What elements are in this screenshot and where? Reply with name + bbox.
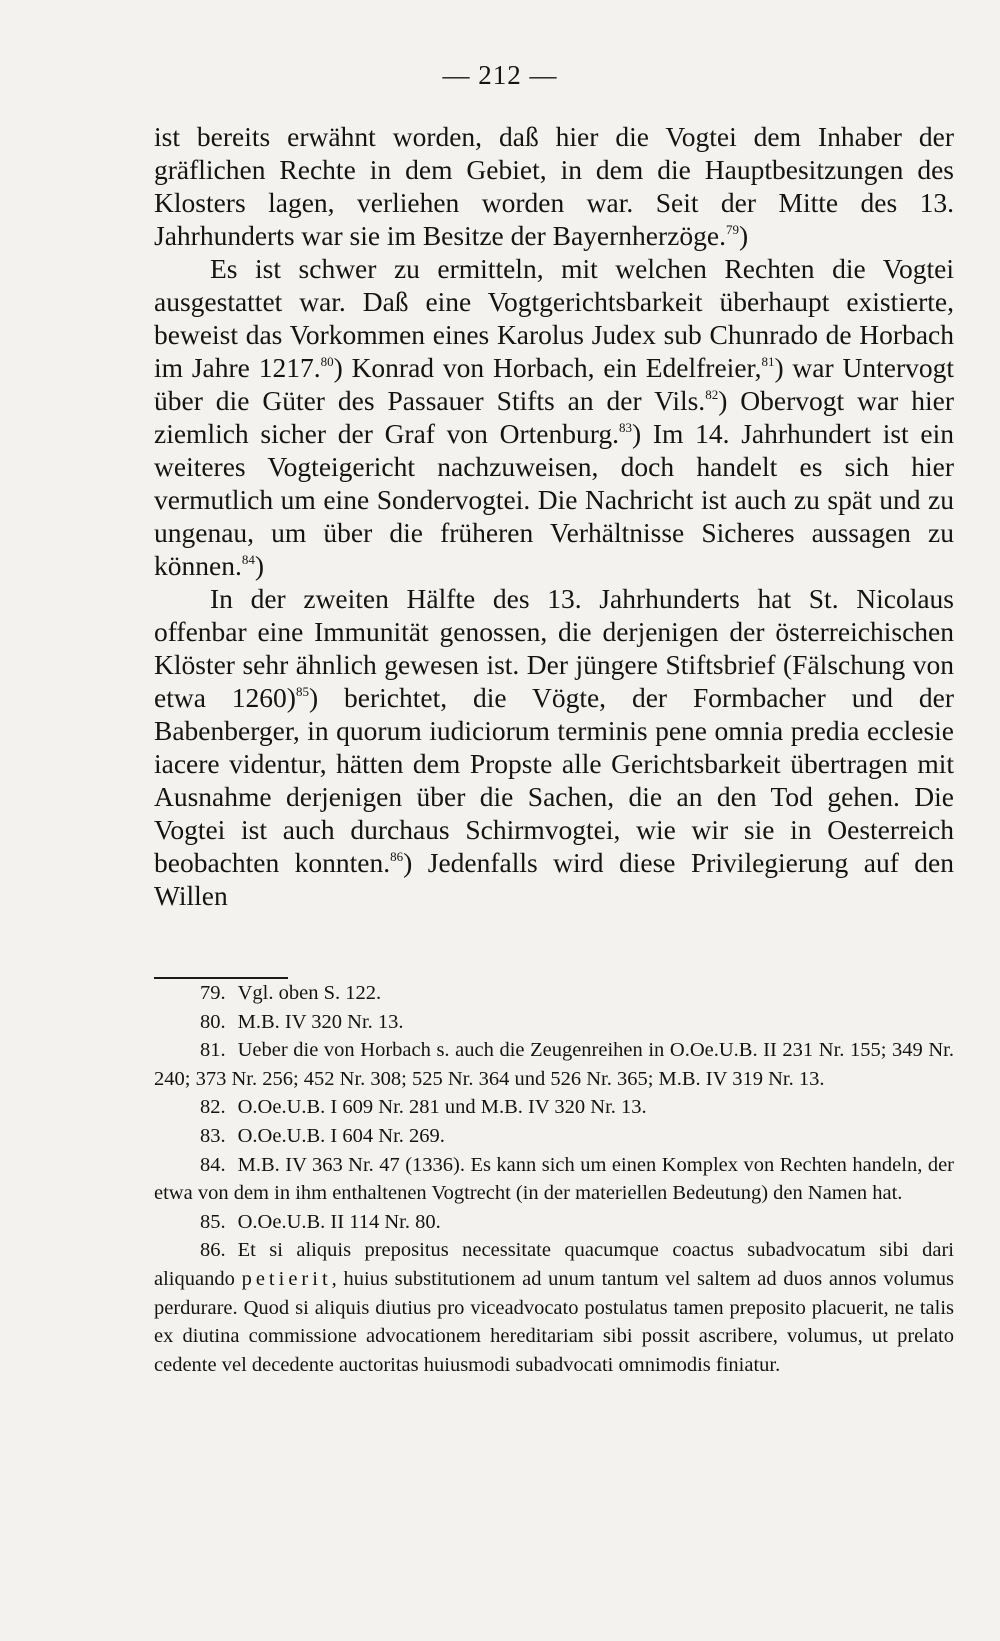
footnote-number: 84. (200, 1153, 226, 1176)
footnote-83 (154, 1122, 954, 1151)
page-number: — 212 — (442, 60, 558, 90)
paragraph-3-text-c: ) Jedenfalls wird diese Privilegierung auf den Willen (154, 847, 955, 911)
footnote-ref-81[interactable]: 81 (761, 354, 775, 369)
footnote-text: O.Oe.U.B. II 114 Nr. 80. (237, 1210, 441, 1233)
paragraph-1-text-a: ist bereits erwähnt worden, daß hier die Vogtei dem Inhaber der gräflichen Rechte in dem Gebiet, in dem die Hauptbesitzungen des Klosters lagen, verliehen worden war. Seit der Mitte des 13. Jahrhunderts war sie im Besitze der Bayernherzöge. (154, 121, 954, 251)
footnote-text: M.B. IV 363 Nr. 47 (1336). Es kann sich um einen Komplex von Rechten handeln, der etwa von dem in ihm enthaltenen Vogtrecht (in der materiellen Bedeutung) den Namen hat. (154, 1153, 954, 1205)
footnote-text: Vgl. oben S. 122. (237, 982, 382, 1004)
paragraph-2-text-c: ) war Untervogt über die Güter des Passauer Stifts an der Vils. (154, 352, 954, 416)
paragraph-2-text-e: ) Im 14. Jahrhundert ist ein weiteres Vogteigericht nachzuweisen, doch handelt es sich hier vermutlich um eine Sondervogtei. Die Nachricht ist auch zu spät und zu ungenau, um über die früheren Verhältnisse Sicheres aussagen zu können. (154, 418, 954, 581)
footnote-text-b: , huius substitutionem ad unum tantum vel saltem ad duos annos volumus perdurare. Quod si aliquis diutius pro viceadvocato postulatus tamen preposito placuerit, ne talis ex diutina commissione advocationem hereditariam sibi possit ascribere, volumus, ut prelato cedente vel decedente auctoritas huiusmodi subadvocati omnimodis finiatur. (154, 1267, 954, 1376)
footnote-number: 81. (200, 1039, 226, 1062)
footnote-number: 86. (200, 1239, 226, 1262)
paragraph-3-text-a: In der zweiten Hälfte des 13. Jahrhunderts hat St. Nicolaus offenbar eine Immunität genossen, die derjenigen der österreichischen Klöster sehr ähnlich gewesen ist. Der jüngere Stiftsbrief (Fälschung von etwa 1260) (154, 583, 954, 713)
footnote-ref-80[interactable]: 80 (320, 354, 334, 369)
footnote-ref-83[interactable]: 83 (619, 420, 632, 435)
footnote-number: 83. (200, 1124, 226, 1147)
paragraph-3-text-b: ) berichtet, die Vögte, der Formbacher und der Babenberger, in quorum iudiciorum terminis pene omnia predia ecclesie iacere videntur, hätten dem Propste alle Gerichtsbarkeit übertragen mit Ausnahme derjenigen über die Sachen, die an den Tod gehen. Die Vogtei ist auch durchaus Schirmvogtei, wie wir sie in Oesterreich beobachten konnten. (154, 682, 954, 878)
paragraph-2 (154, 252, 954, 582)
footnote-81 (154, 1036, 954, 1093)
footnote-number: 85. (200, 1210, 226, 1233)
paragraph-2-text-a: Es ist schwer zu ermitteln, mit welchen Rechten die Vogtei ausgestattet war. Daß eine Vogtgerichtsbarkeit überhaupt existierte, beweist das Vorkommen eines Karolus Judex sub Chunrado de Horbach im Jahre 1217. (154, 253, 954, 383)
footnote-number: 80. (200, 1010, 226, 1033)
footnote-ref-86[interactable]: 86 (390, 849, 404, 864)
paragraph-2-text-b: ) Konrad von Horbach, ein Edelfreier, (333, 352, 762, 383)
paragraph-1 (154, 120, 954, 252)
paragraph-2-text-f: ) (254, 550, 265, 581)
footnote-text-a: Et si aliquis prepositus necessitate quacumque coactus subadvocatum sibi dari aliquando (154, 1239, 954, 1290)
footnote-text: Ueber die von Horbach s. auch die Zeugenreihen in O.Oe.U.B. II 231 Nr. 155; 349 Nr. 240; 373 Nr. 256; 452 Nr. 308; 525 Nr. 364 und 526 Nr. 365; M.B. IV 319 Nr. 13. (154, 1039, 954, 1090)
footnote-86 (154, 1236, 954, 1379)
paragraph-3 (154, 582, 954, 912)
footnote-79 (154, 979, 954, 1008)
footnote-ref-82[interactable]: 82 (705, 387, 719, 402)
footnote-ref-85[interactable]: 85 (295, 684, 309, 699)
footnote-text: O.Oe.U.B. I 609 Nr. 281 und M.B. IV 320 Nr. 13. (237, 1096, 647, 1119)
footnote-number: 79. (200, 982, 226, 1004)
footnote-82 (154, 1093, 954, 1122)
main-text (154, 120, 954, 912)
footnote-number: 82. (200, 1096, 226, 1119)
footnote-text: O.Oe.U.B. I 604 Nr. 269. (237, 1124, 445, 1147)
footnote-85 (154, 1208, 954, 1237)
footnote-84 (154, 1151, 954, 1208)
paragraph-2-text-d: ) Obervogt war hier ziemlich sicher der Graf von Ortenburg. (154, 385, 955, 449)
footnotes (154, 979, 954, 1379)
footnote-ref-84[interactable]: 84 (241, 552, 255, 567)
paragraph-1-text-b: ) (738, 220, 749, 251)
spaced-word: petierit (241, 1267, 332, 1290)
footnote-ref-79[interactable]: 79 (725, 222, 739, 237)
footnote-text: M.B. IV 320 Nr. 13. (237, 1010, 404, 1033)
footnote-80 (154, 1008, 954, 1037)
